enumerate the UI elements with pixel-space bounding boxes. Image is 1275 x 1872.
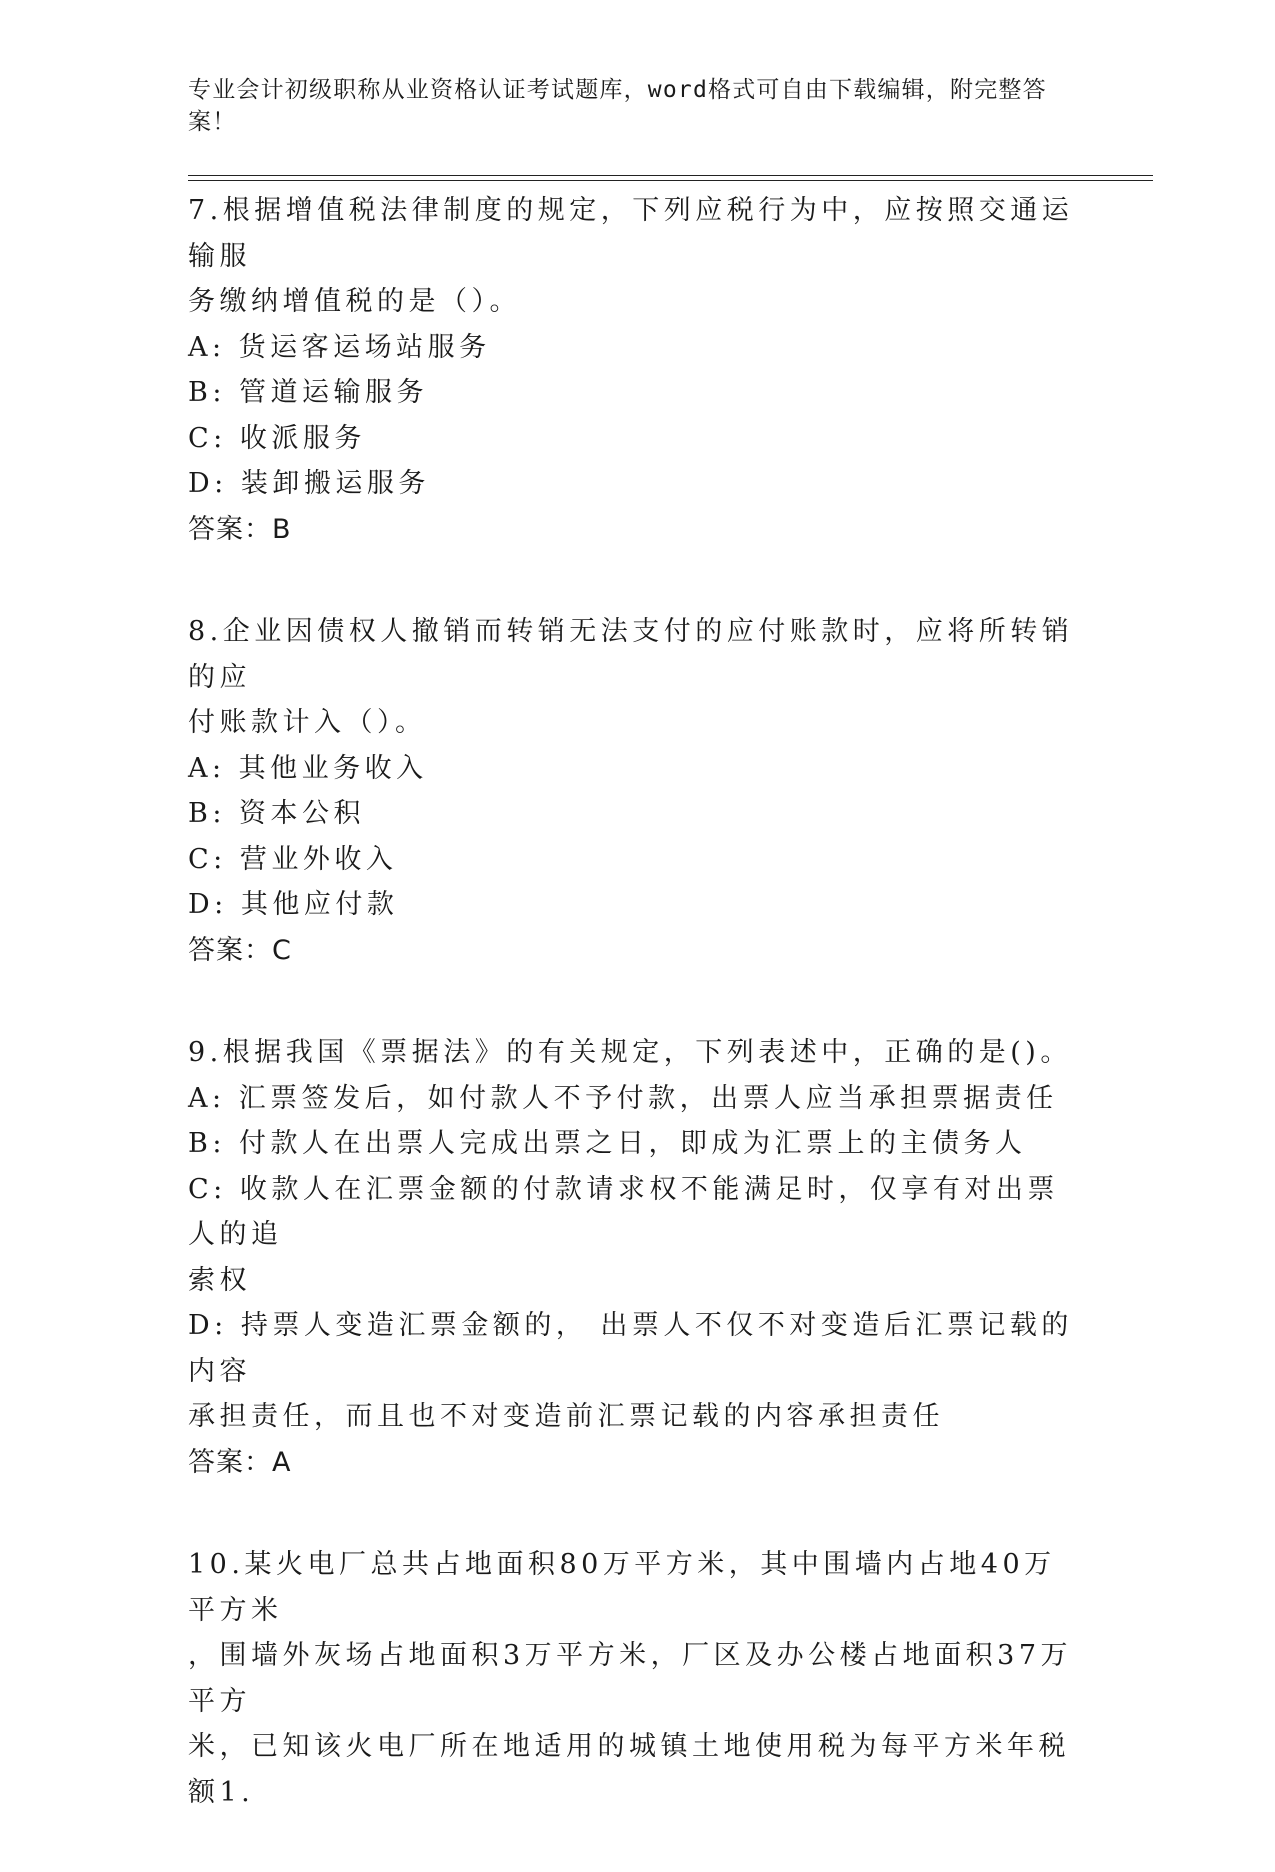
answer-line: 答案：C: [188, 934, 292, 966]
option-a: A: 其他业务收入: [188, 752, 428, 784]
answer-line: 答案：B: [188, 513, 292, 545]
option-c: C: 收派服务: [188, 422, 366, 454]
option-c: C: 收款人在汇票金额的付款请求权不能满足时，仅享有对出票人的追: [188, 1173, 1059, 1250]
question-stem-line: 务缴纳增值税的是（）。: [188, 286, 521, 317]
option-a: A: 货运客运场站服务: [188, 331, 491, 363]
option-d: D: 装卸搬运服务: [188, 468, 430, 499]
question-7: [188, 188, 1078, 552]
question-stem-line: 付账款计入（）。: [188, 707, 427, 738]
header-rule-bottom: [188, 180, 1153, 181]
question-stem-line: ，围墙外灰场占地面积3万平方米，厂区及办公楼占地面积37万平方: [188, 1640, 1073, 1717]
option-d: D: 持票人变造汇票金额的， 出票人不仅不对变造后汇票记载的内容: [188, 1310, 1073, 1387]
question-stem-line: 8.企业因债权人撤销而转销无法支付的应付账款时，应将所转销的应: [188, 616, 1074, 693]
question-8: [188, 609, 1078, 973]
question-stem-line: 米，已知该火电厂所在地适用的城镇土地使用税为每平方米年税额1.: [188, 1731, 1070, 1808]
option-c-continued: 索权: [188, 1264, 251, 1296]
question-list: [188, 188, 1078, 1872]
question-10: [188, 1542, 1078, 1815]
option-d-continued: 承担责任，而且也不对变造前汇票记载的内容承担责任: [188, 1401, 944, 1432]
option-a: A: 汇票签发后，如付款人不予付款，出票人应当承担票据责任: [188, 1082, 1058, 1114]
question-stem-line: 10.某火电厂总共占地面积80万平方米，其中围墙内占地40万平方米: [188, 1549, 1056, 1626]
option-c: C: 营业外收入: [188, 843, 398, 875]
option-b: B: 管道运输服务: [188, 377, 429, 408]
question-9: [188, 1030, 1078, 1485]
document-header: 专业会计初级职称从业资格认证考试题库，word格式可自由下载编辑，附完整答案！: [188, 77, 1047, 135]
question-stem-line: 7.根据增值税法律制度的规定，下列应税行为中，应按照交通运输服: [188, 195, 1074, 272]
option-b: B: 资本公积: [188, 798, 366, 829]
question-stem-line: 9.根据我国《票据法》的有关规定，下列表述中，正确的是()。: [188, 1037, 1072, 1068]
option-d: D: 其他应付款: [188, 889, 399, 920]
answer-line: 答案：A: [188, 1446, 292, 1478]
header-rule-top: [188, 175, 1153, 176]
option-b: B: 付款人在出票人完成出票之日，即成为汇票上的主债务人: [188, 1128, 1027, 1159]
